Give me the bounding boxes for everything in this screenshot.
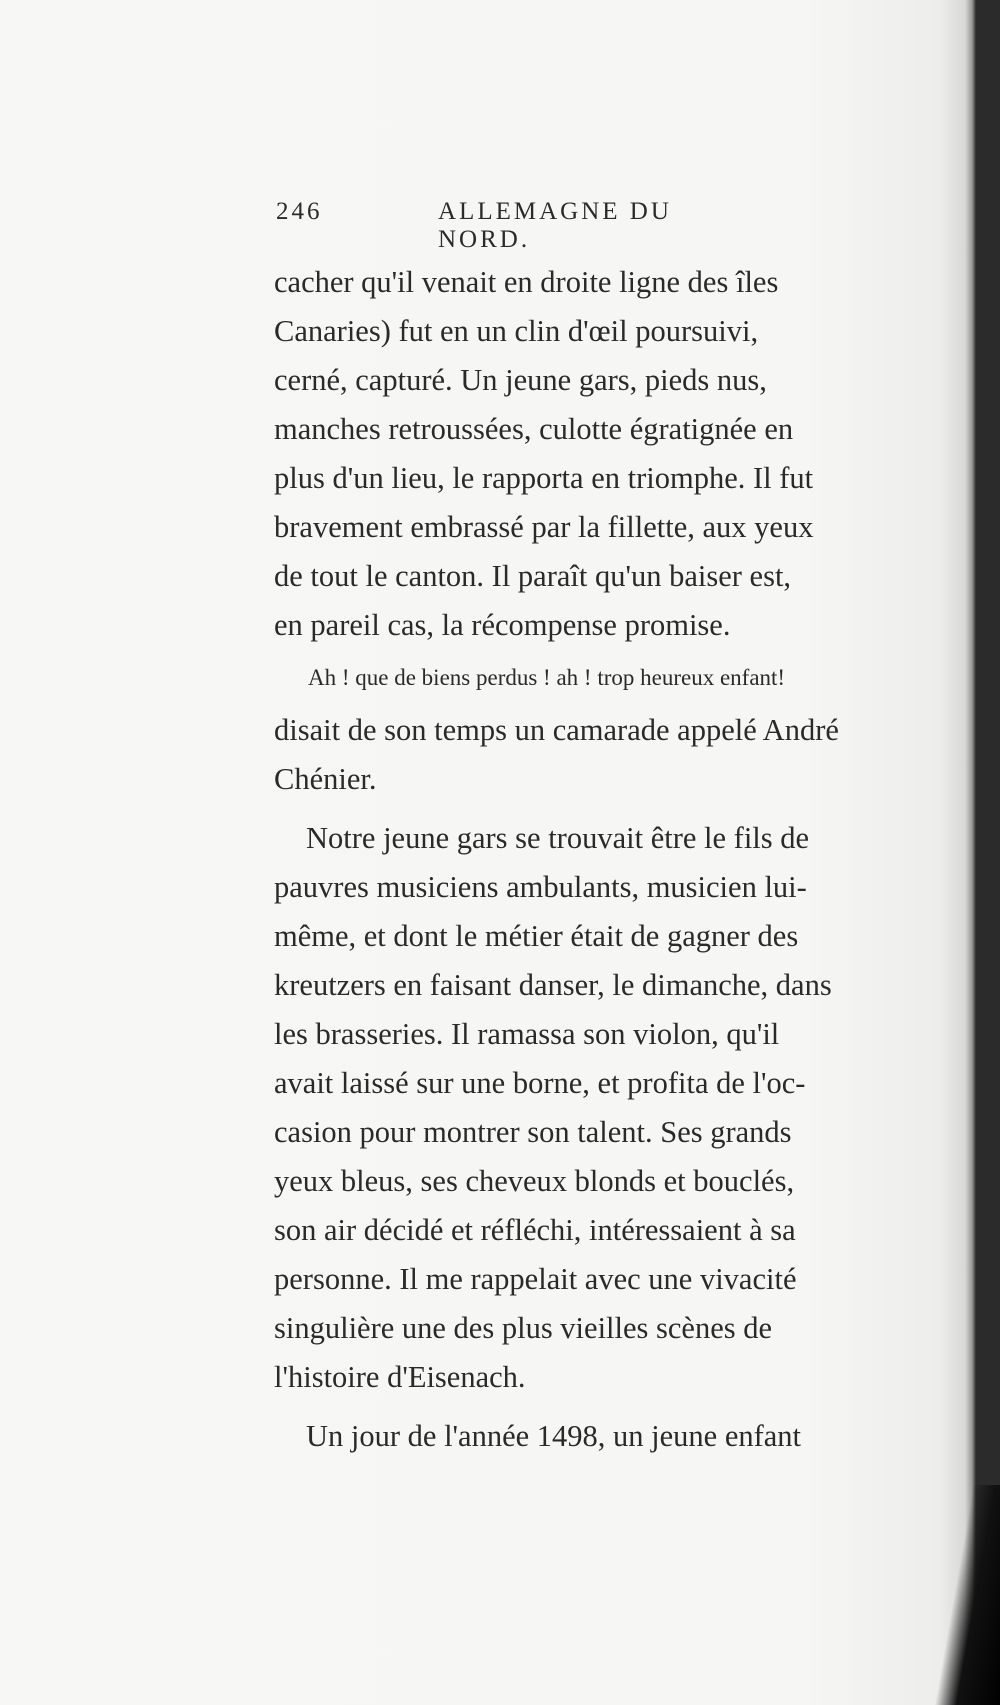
- text-line: yeux bleus, ses cheveux blonds et bouclés,: [274, 1164, 795, 1198]
- body-text: [274, 258, 894, 1461]
- running-title: ALLEMAGNE DU NORD.: [438, 198, 672, 253]
- text-line: singulière une des plus vieilles scènes de: [274, 1311, 773, 1345]
- text-line: l'histoire d'Eisenach.: [274, 1360, 526, 1394]
- text-line: disait de son temps un camarade appelé André: [274, 713, 839, 747]
- page-edge-shadow: [930, 1485, 1000, 1705]
- text-line: avait laissé sur une borne, et profita de l'oc-: [274, 1066, 806, 1100]
- text-line: personne. Il me rappelait avec une vivacité: [274, 1262, 797, 1296]
- text-line: cerné, capturé. Un jeune gars, pieds nus,: [274, 363, 767, 397]
- text-line: casion pour montrer son talent. Ses grands: [274, 1115, 792, 1149]
- text-line: les brasseries. Il ramassa son violon, qu'il: [274, 1017, 780, 1051]
- text-line: Canaries) fut en un clin d'œil poursuivi,: [274, 314, 759, 348]
- page-number: 246: [276, 198, 323, 225]
- text-line: Notre jeune gars se trouvait être le fils de: [306, 821, 810, 855]
- text-line: même, et dont le métier était de gagner des: [274, 919, 799, 953]
- verse-quote: Ah ! que de biens perdus ! ah ! trop heureux enfant!: [308, 665, 786, 690]
- text-line: cacher qu'il venait en droite ligne des îles: [274, 265, 779, 299]
- text-line: manches retroussées, culotte égratignée en: [274, 412, 794, 446]
- text-line: Chénier.: [274, 762, 377, 796]
- text-line: son air décidé et réfléchi, intéressaient à sa: [274, 1213, 796, 1247]
- text-line: plus d'un lieu, le rapporta en triomphe. Il fut: [274, 461, 814, 495]
- text-line: bravement embrassé par la fillette, aux yeux: [274, 510, 814, 544]
- text-line: en pareil cas, la récompense promise.: [274, 608, 731, 642]
- text-line: pauvres musiciens ambulants, musicien lui-: [274, 870, 807, 904]
- text-line: de tout le canton. Il paraît qu'un baiser est,: [274, 559, 792, 593]
- text-line: Un jour de l'année 1498, un jeune enfant: [306, 1419, 802, 1453]
- text-line: kreutzers en faisant danser, le dimanche, dans: [274, 968, 832, 1002]
